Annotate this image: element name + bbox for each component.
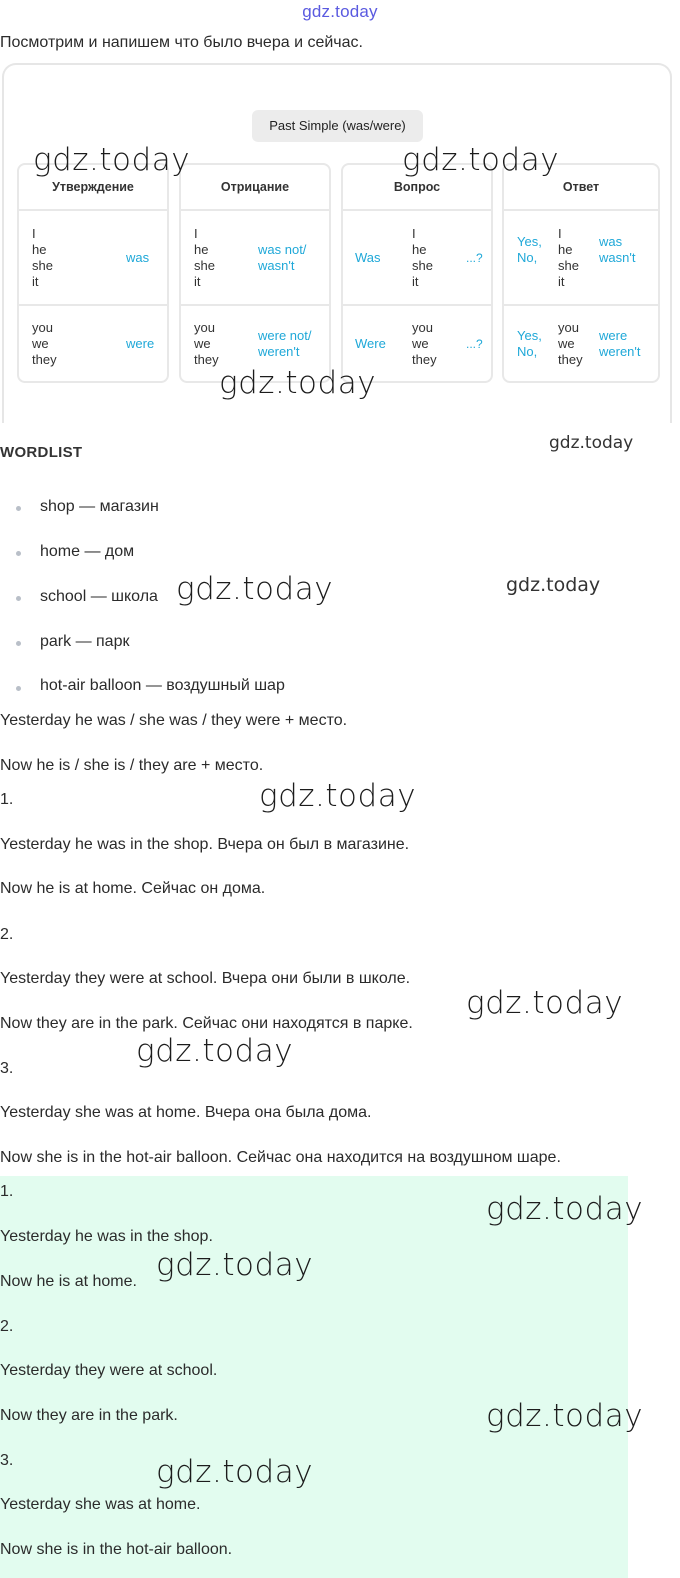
- answer-line: Now they are in the park.: [0, 1407, 178, 1424]
- answer-line: Now she is in the hot-air balloon.: [0, 1541, 233, 1558]
- question-ending: ...?: [466, 251, 483, 265]
- watermark: gdz.today: [136, 1033, 294, 1069]
- answer-line: Yesterday he was in the shop.: [0, 1228, 213, 1245]
- column-header: Ответ: [504, 165, 658, 211]
- column-header: Утверждение: [19, 165, 167, 211]
- verb-form: were: [126, 336, 155, 351]
- list-item: home — дом: [40, 543, 135, 560]
- answer-line: Yesterday she was at home.: [0, 1496, 201, 1513]
- table-cell: [343, 211, 491, 306]
- verb-form: were not/ weren't: [258, 328, 312, 359]
- list-item: shop — магазин: [40, 498, 159, 515]
- verb-form: was wasn't: [599, 234, 636, 265]
- watermark: gdz.today: [33, 142, 191, 178]
- pronouns: I he she it: [32, 226, 53, 289]
- bullet-icon: [16, 686, 21, 691]
- auxiliary-verb: Were: [355, 336, 386, 351]
- bullet-icon: [16, 506, 21, 511]
- watermark: gdz.today: [219, 365, 377, 401]
- pronouns: you we they: [194, 320, 219, 367]
- site-header[interactable]: gdz.today: [302, 2, 378, 21]
- verb-form: was not/ wasn't: [258, 242, 307, 273]
- answer-line: 3.: [0, 1452, 14, 1469]
- pronouns: I he she it: [558, 226, 579, 289]
- watermark: gdz.today: [259, 778, 417, 814]
- watermark: gdz.today: [486, 1191, 644, 1227]
- answer-line: 2.: [0, 1318, 14, 1335]
- explanation-line: Yesterday she was at home. Вчера она была дома.: [0, 1104, 372, 1121]
- table-cell: [504, 211, 658, 306]
- list-item: school — школа: [40, 588, 158, 605]
- watermark: gdz.today: [156, 1454, 314, 1490]
- bullet-icon: [16, 596, 21, 601]
- bullet-icon: [16, 551, 21, 556]
- explanation-line: 2.: [0, 926, 14, 943]
- explanation-line: 1.: [0, 791, 14, 808]
- watermark: gdz.today: [549, 433, 634, 453]
- watermark: gdz.today: [156, 1247, 314, 1283]
- explanation-line: Now he is at home. Сейчас он дома.: [0, 880, 266, 897]
- verb-form: was: [126, 250, 150, 265]
- table-cell: [19, 306, 167, 383]
- answer-line: Now he is at home.: [0, 1273, 137, 1290]
- pronouns: you we they: [558, 320, 583, 367]
- grammar-title-badge: Past Simple (was/were): [252, 110, 423, 142]
- watermark: gdz.today: [176, 571, 334, 607]
- pronouns: you we they: [32, 320, 57, 367]
- column-negative: [179, 163, 331, 383]
- watermark: gdz.today: [506, 574, 601, 596]
- bullet-icon: [16, 641, 21, 646]
- wordlist-title: WORDLIST: [0, 444, 83, 461]
- question-ending: ...?: [466, 337, 483, 351]
- column-question: [341, 163, 493, 383]
- task-instruction: Посмотрим и напишем что было вчера и сейчас.: [0, 34, 363, 51]
- explanation-line: Now they are in the park. Сейчас они находятся в парке.: [0, 1015, 413, 1032]
- pronouns: I he she it: [194, 226, 215, 289]
- watermark: gdz.today: [402, 142, 560, 178]
- explanation-line: Yesterday they were at school. Вчера они были в школе.: [0, 970, 411, 987]
- column-answer: [502, 163, 660, 383]
- explanation-line: Yesterday he was / she was / they were + место.: [0, 712, 348, 729]
- watermark: gdz.today: [486, 1398, 644, 1434]
- explanation-line: Now she is in the hot-air balloon. Сейчас она находится на воздушном шаре.: [0, 1149, 561, 1166]
- auxiliary-verb: Was: [355, 250, 381, 265]
- list-item: hot-air balloon — воздушный шар: [40, 677, 285, 694]
- explanation-line: Now he is / she is / they are + место.: [0, 757, 264, 774]
- pronouns: I he she it: [412, 226, 433, 289]
- column-header: Отрицание: [181, 165, 329, 211]
- table-cell: [504, 306, 658, 383]
- watermark: gdz.today: [466, 985, 624, 1021]
- table-cell: [19, 211, 167, 306]
- answer-line: 1.: [0, 1183, 14, 1200]
- explanation-line: 3.: [0, 1060, 14, 1077]
- yes-no: Yes, No,: [517, 234, 542, 265]
- yes-no: Yes, No,: [517, 328, 542, 359]
- table-cell: [181, 211, 329, 306]
- list-item: park — парк: [40, 633, 130, 650]
- explanation-line: Yesterday he was in the shop. Вчера он был в магазине.: [0, 836, 410, 853]
- answer-line: Yesterday they were at school.: [0, 1362, 218, 1379]
- pronouns: you we they: [412, 320, 437, 367]
- column-header: Вопрос: [343, 165, 491, 211]
- column-affirmative: [17, 163, 169, 383]
- verb-form: were weren't: [599, 328, 641, 359]
